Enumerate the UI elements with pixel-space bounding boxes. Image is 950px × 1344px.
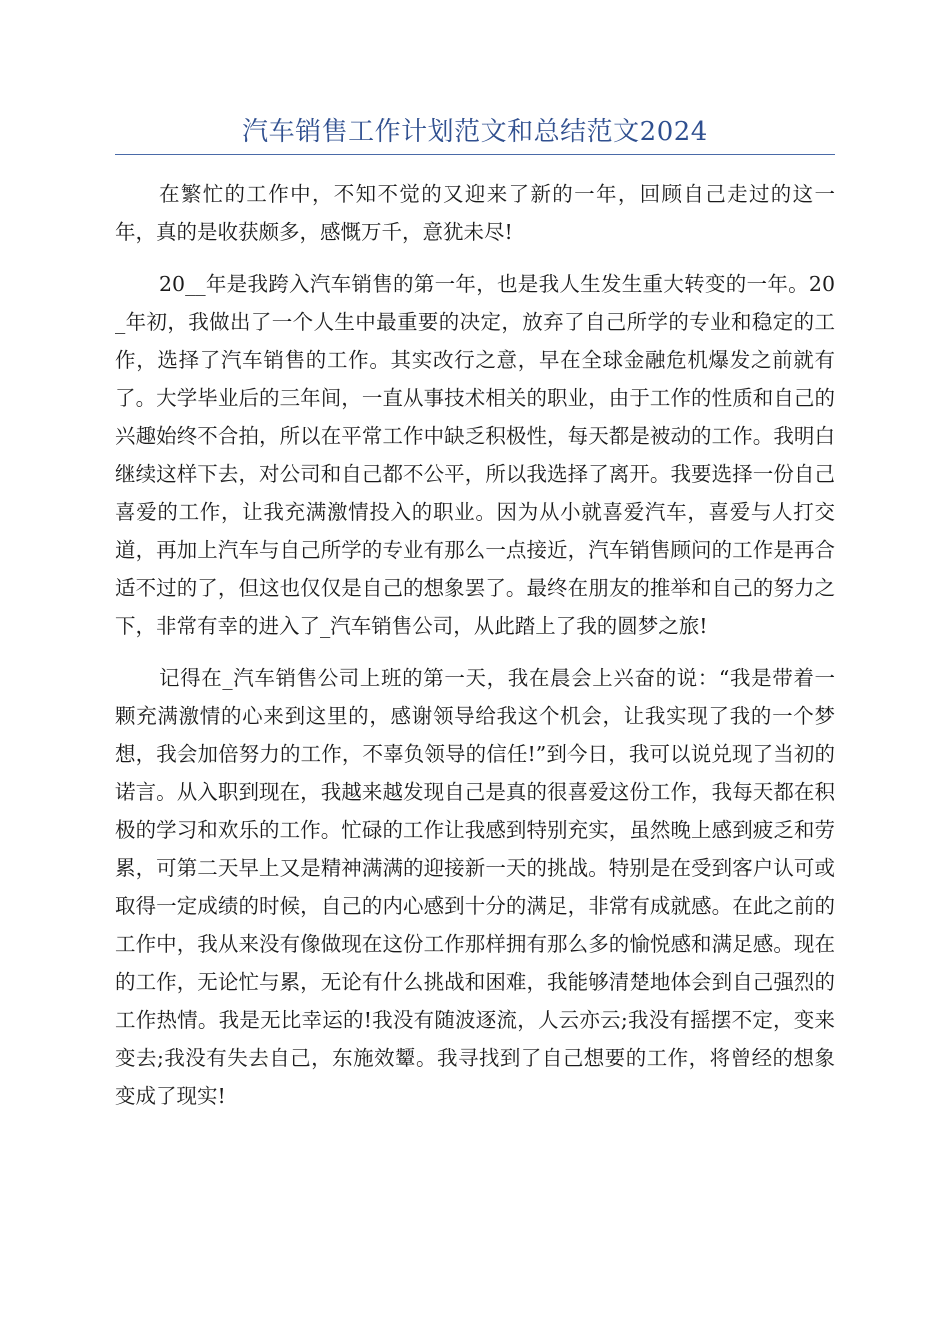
title-underline [115, 154, 835, 155]
document-title: 汽车销售工作计划范文和总结范文2024 [242, 117, 708, 147]
paragraph-1: 在繁忙的工作中，不知不觉的又迎来了新的一年，回顾自己走过的这一年，真的是收获颇多，感慨万千，意犹未尽! [115, 182, 835, 244]
paragraph-3: 记得在_汽车销售公司上班的第一天，我在晨会上兴奋的说：“我是带着一颗充满激情的心来到这里的，感谢领导给我这个机会，让我实现了我的一个梦想，我会加倍努力的工作，不辜负领导的信任!”到今日，我可以说兑现了当初的诺言。从入职到现在，我越来越发现自己是真的很喜爱这份工作，我每天都在积极的学习和欢乐的工作。忙碌的工作让我感到特别充实，虽然晚上感到疲乏和劳累，可第二天早上又是精神满满的迎接新一天的挑战。特别是在受到客户认可或取得一定成绩的时候，自己的内心感到十分的满足，非常有成就感。在此之前的工作中，我从来没有像做现在这份工作那样拥有那么多的愉悦感和满足感。现在的工作，无论忙与累，无论有什么挑战和困难，我能够清楚地体会到自己强烈的工作热情。我是无比幸运的!我没有随波逐流，人云亦云;我没有摇摆不定，变来变去;我没有失去自己，东施效颦。我寻找到了自己想要的工作，将曾经的想象变成了现实! [115, 666, 835, 1108]
paragraph-2: 20__年是我跨入汽车销售的第一年，也是我人生发生重大转变的一年。20_年初，我做出了一个人生中最重要的决定，放弃了自己所学的专业和稳定的工作，选择了汽车销售的工作。其实改行之意，早在全球金融危机爆发之前就有了。大学毕业后的三年间，一直从事技术相关的职业，由于工作的性质和自己的兴趣始终不合拍，所以在平常工作中缺乏积极性，每天都是被动的工作。我明白继续这样下去，对公司和自己都不公平，所以我选择了离开。我要选择一份自己喜爱的工作，让我充满激情投入的职业。因为从小就喜爱汽车，喜爱与人打交道，再加上汽车与自己所学的专业有那么一点接近，汽车销售顾问的工作是再合适不过的了，但这也仅仅是自己的想象罢了。最终在朋友的推举和自己的努力之下，非常有幸的进入了_汽车销售公司，从此踏上了我的圆梦之旅! [115, 272, 835, 638]
document-body [115, 175, 835, 1129]
